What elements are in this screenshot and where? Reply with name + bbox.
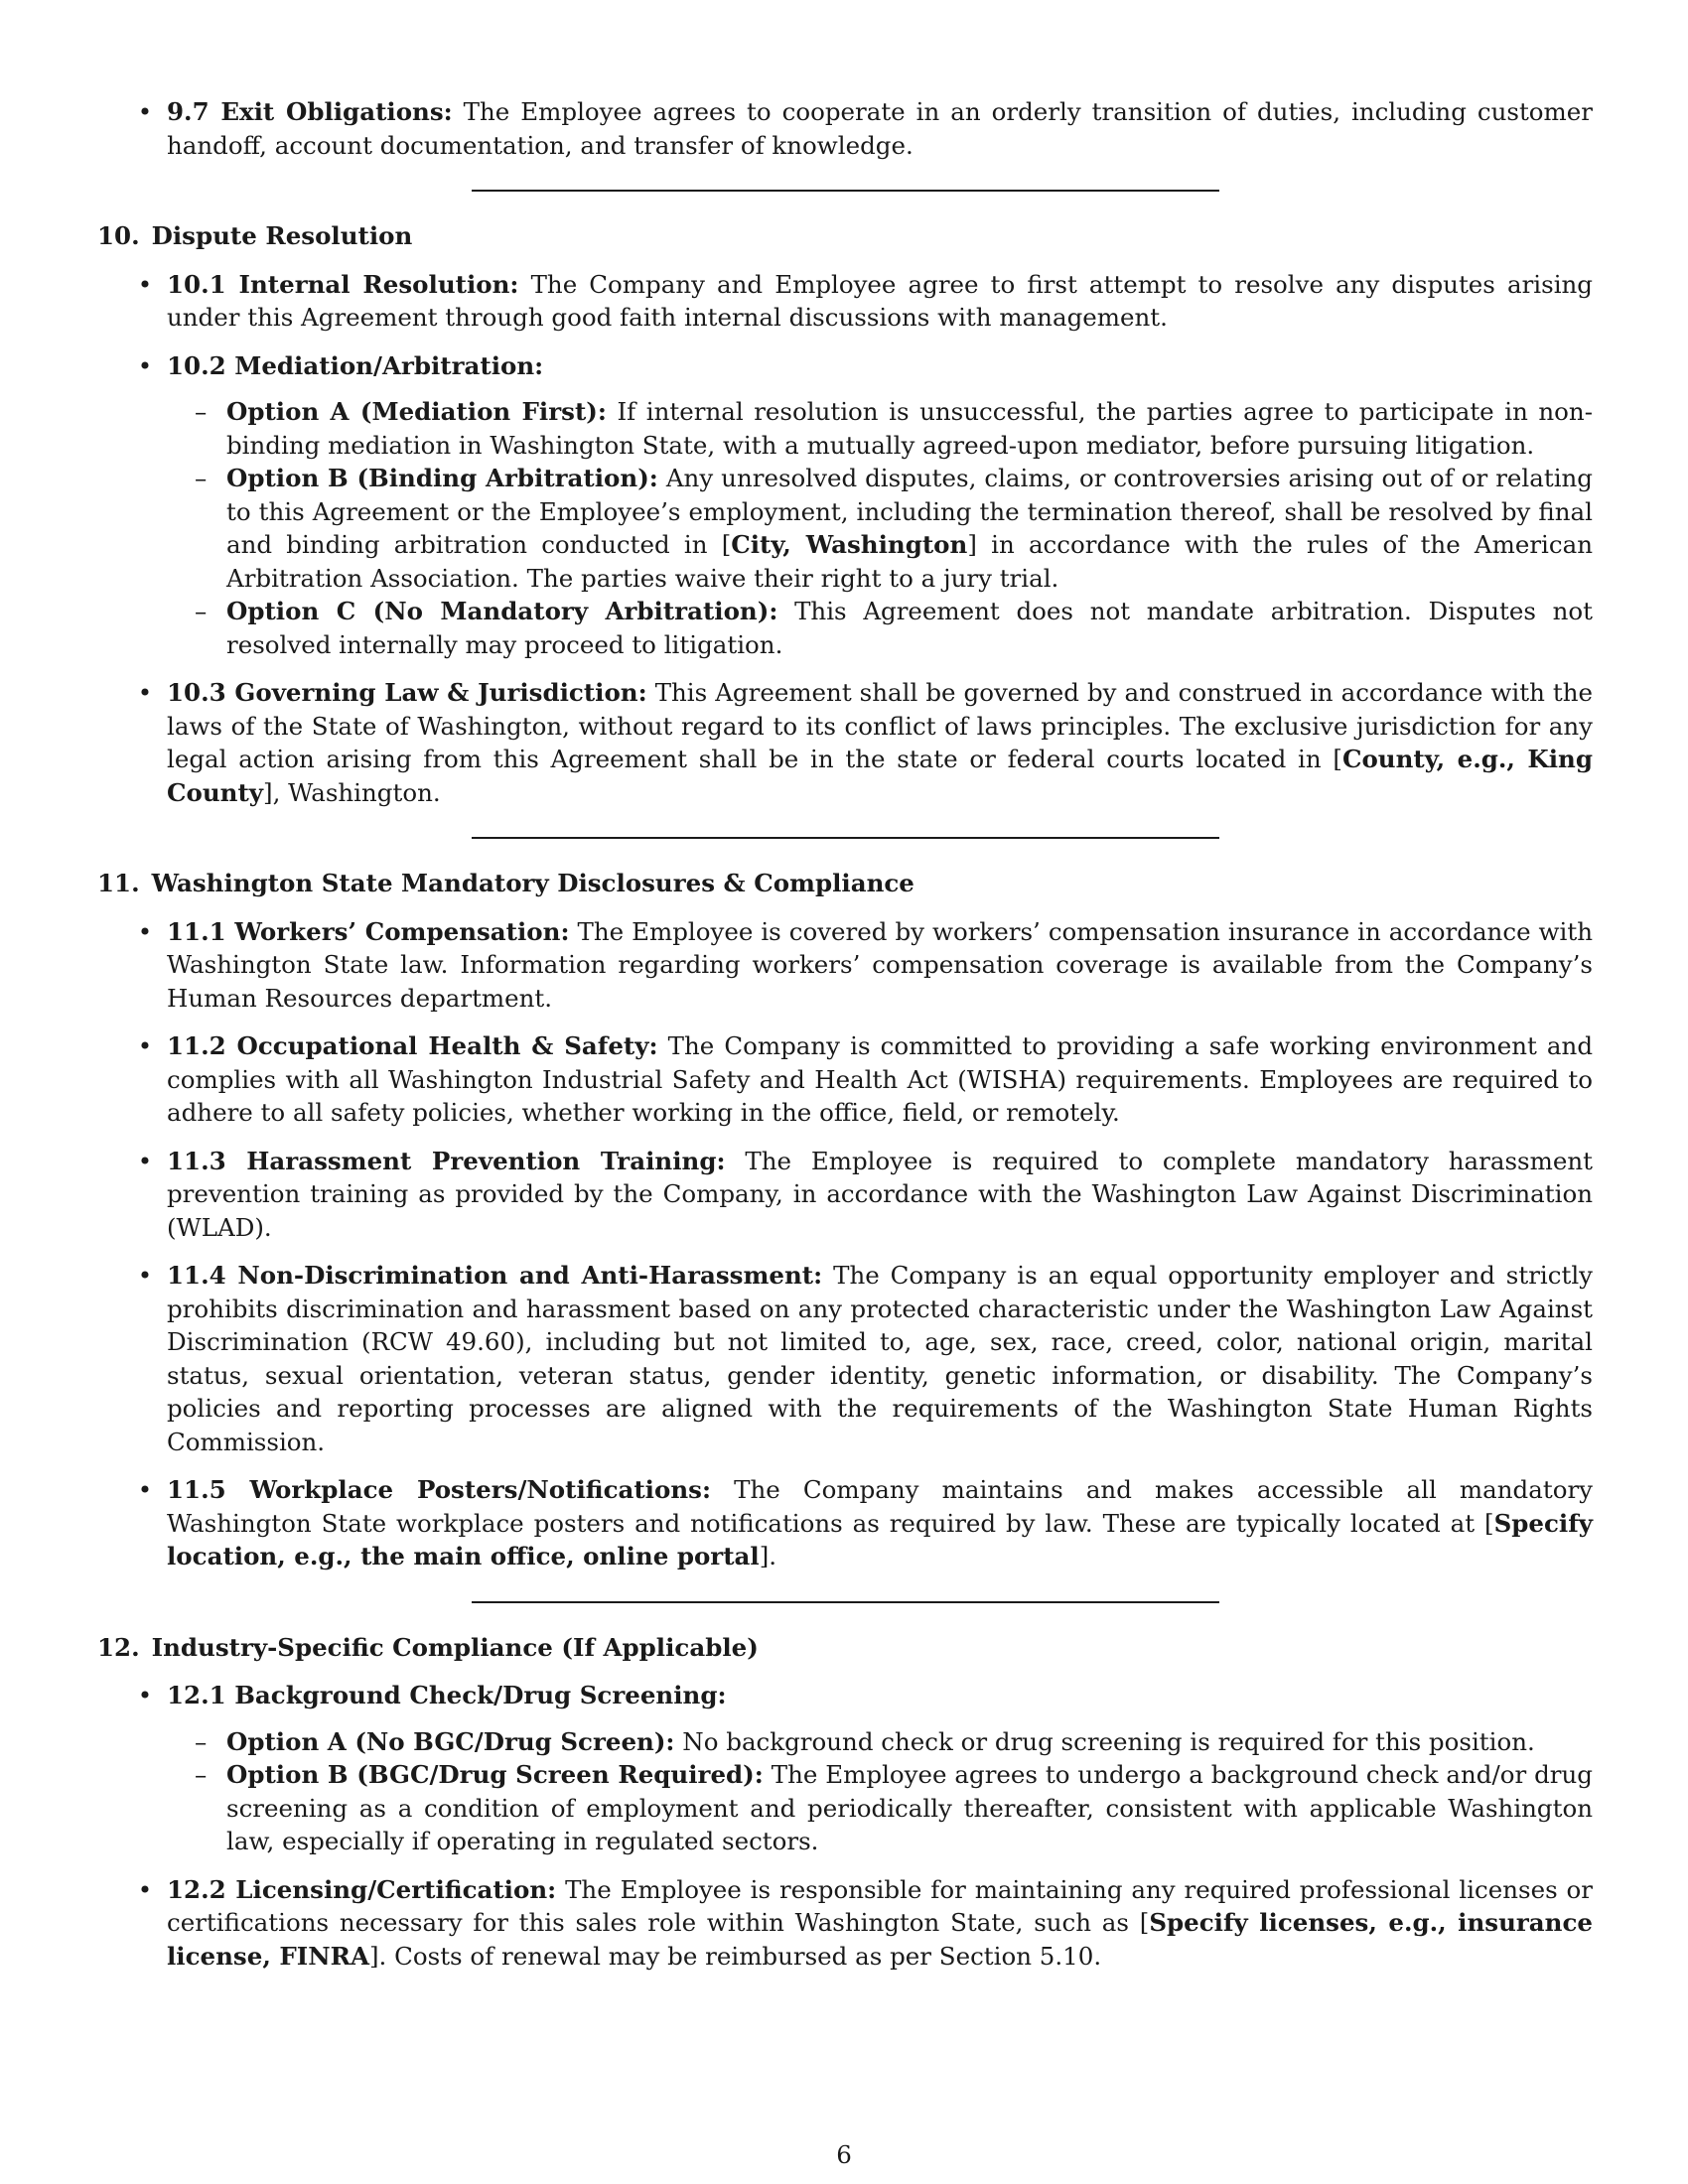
page-number: 6 xyxy=(836,2140,852,2169)
clause-label: 10.3 Governing Law & Jurisdiction: xyxy=(167,678,647,707)
dash-icon: – xyxy=(195,1760,208,1789)
bullet-icon: • xyxy=(137,1031,153,1060)
section-divider xyxy=(472,1601,1219,1603)
bullet-icon: • xyxy=(137,1475,153,1504)
section-heading-10: 10. Dispute Resolution xyxy=(97,221,413,250)
clause-11-5: • 11.5 Workplace Posters/Notifications: The Company maintains and makes accessible all mandatory Washington State workplace posters and notifications as required by law. These are typically located at [Specify location, e.g., the main office, online portal]. xyxy=(97,1473,1593,1573)
option-a-mediation: – Option A (Mediation First): If internal resolution is unsuccessful, the parties agree to participate in non-binding mediation in Washington State, with a mutually agreed-upon mediator, before pursuing litigation. xyxy=(195,397,1593,460)
dash-icon: – xyxy=(195,464,208,492)
option-a-no-screening: – Option A (No BGC/Drug Screen): No background check or drug screening is required for this position. xyxy=(97,1725,1593,1759)
bullet-icon: • xyxy=(137,1874,153,1904)
bullet-icon: • xyxy=(137,1261,153,1290)
clause-10-3: • 10.3 Governing Law & Jurisdiction: This Agreement shall be governed by and construed in accordance with the laws of the State of Washington, without regard to its conflict of laws principles. The exclusive jurisdiction for any legal action arising from this Agreement shall be in the state or federal courts located in [County, e.g., King County], Washington. xyxy=(97,676,1593,809)
clause-label: 10.2 Mediation/Arbitration: xyxy=(167,350,544,380)
clause-label: 9.7 Exit Obligations: xyxy=(167,97,453,126)
clause-10-2 xyxy=(97,349,1593,383)
clause-10-1 xyxy=(97,268,1593,335)
bullet-icon: • xyxy=(137,1681,153,1709)
option-b-screening-required: – Option B (BGC/Drug Screen Required): The Employee agrees to undergo a background check and/or drug screening as a condition of employment and periodically thereafter, consistent with applicable Washington law, especially if operating in regulated sectors. xyxy=(195,1760,1593,1855)
clause-12-2: • 12.2 Licensing/Certification: The Employee is responsible for maintaining any required professional licenses or certifications necessary for this sales role within Washington State, such as [Specify licenses, e.g., insurance license, FINRA]. Costs of renewal may be reimbursed as per Section 5.10. xyxy=(97,1873,1593,1974)
option-b-arbitration: – Option B (Binding Arbitration): Any unresolved disputes, claims, or controversies arising out of or relating to this Agreement or the Employee’s employment, including the termination thereof, shall be resolved by final and binding arbitration conducted in [City, Washington] in accordance with the rules of the American Arbitration Association. The parties waive their right to a jury trial. xyxy=(195,464,1593,593)
placeholder-location: Specify location, e.g., the main office, online portal xyxy=(167,1508,1593,1570)
bullet-icon: • xyxy=(137,916,153,946)
bullet-icon: • xyxy=(137,1146,153,1175)
bullet-icon: • xyxy=(137,678,153,707)
dash-icon: – xyxy=(195,597,208,625)
placeholder-city: City, Washington xyxy=(731,530,968,559)
clause-label: 10.1 Internal Resolution: xyxy=(167,269,519,299)
placeholder-licenses: Specify licenses, e.g., insurance license, FINRA xyxy=(167,1908,1593,1971)
section-heading-12: 12. Industry-Specific Compliance (If Applicable) xyxy=(97,1632,759,1662)
bullet-icon: • xyxy=(137,97,153,126)
clause-text: The Company and Employee agree to first attempt to resolve any disputes arising under this Agreement through good faith internal discussions with management. xyxy=(167,269,1593,332)
clause-11-4: • 11.4 Non-Discrimination and Anti-Harassment: The Company is an equal opportunity employer and strictly prohibits discrimination and harassment based on any protected characteristic under the Washington Law Against Discrimination (RCW 49.60), including but not limited to, age, sex, race, creed, color, national origin, marital status, sexual orientation, veteran status, gender identity, genetic information, or disability. The Company’s policies and reporting processes are aligned with the requirements of the Washington State Human Rights Commission. xyxy=(97,1259,1593,1458)
clause-text: The Employee agrees to cooperate in an orderly transition of duties, including customer handoff, account documentation, and transfer of knowledge. xyxy=(167,97,1593,160)
clause-11-3: • 11.3 Harassment Prevention Training: The Employee is required to complete mandatory harassment prevention training as provided by the Company, in accordance with the Washington Law Against Discrimination (WLAD). xyxy=(97,1145,1593,1245)
document-page xyxy=(97,95,1593,1987)
clause-12-1-options xyxy=(97,1725,1593,1858)
placeholder-county: County, e.g., King County xyxy=(167,745,1593,807)
section-divider xyxy=(472,190,1219,192)
dash-icon: – xyxy=(195,397,208,426)
clause-12-1: • 12.1 Background Check/Drug Screening: xyxy=(97,1679,1593,1712)
section-heading-11: 11. Washington State Mandatory Disclosures & Compliance xyxy=(97,869,914,897)
clause-9-7 xyxy=(97,95,1593,162)
option-c-no-arbitration: – Option C (No Mandatory Arbitration): This Agreement does not mandate arbitration. Disputes not resolved internally may proceed to litigation. xyxy=(195,597,1593,659)
bullet-icon: • xyxy=(137,350,153,380)
bullet-icon: • xyxy=(137,269,153,299)
clause-11-1: • 11.1 Workers’ Compensation: The Employee is covered by workers’ compensation insurance in accordance with Washington State law. Information regarding workers’ compensation coverage is available from the Company’s Human Resources department. xyxy=(97,915,1593,1016)
clause-10-2-options xyxy=(97,395,1593,661)
section-divider xyxy=(472,837,1219,839)
dash-icon: – xyxy=(195,1726,208,1756)
clause-11-2: • 11.2 Occupational Health & Safety: The Company is committed to providing a safe working environment and complies with all Washington Industrial Safety and Health Act (WISHA) requirements. Employees are required to adhere to all safety policies, whether working in the office, field, or remotely. xyxy=(97,1029,1593,1130)
